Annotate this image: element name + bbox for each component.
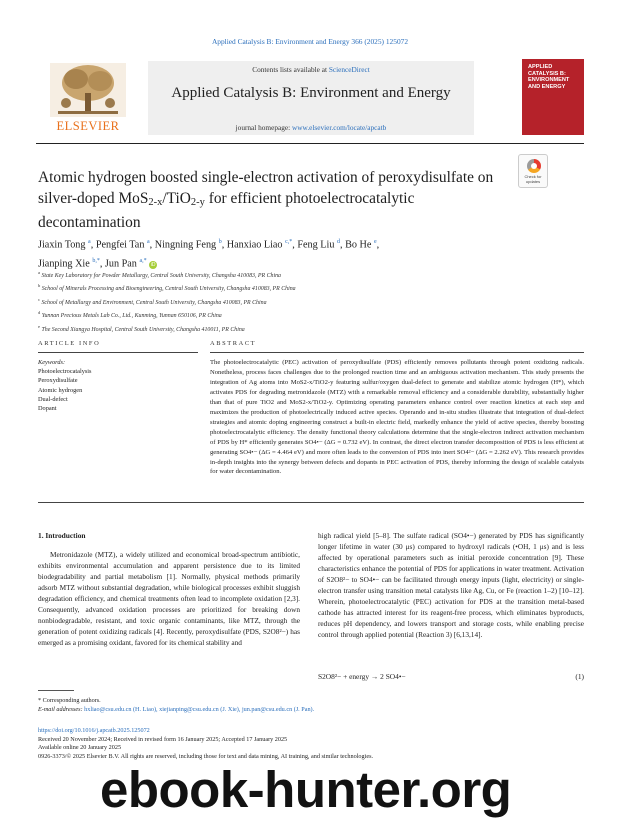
check-updates-icon	[527, 159, 541, 173]
author-affil-link[interactable]: a	[146, 239, 150, 245]
homepage-link[interactable]: www.elsevier.com/locate/apcatb	[291, 123, 387, 132]
keyword: Atomic hydrogen	[38, 386, 83, 394]
equation-number: (1)	[575, 672, 584, 681]
affiliation-marker: b	[38, 283, 41, 289]
cover-line: APPLIED	[528, 64, 553, 70]
affiliation-item	[38, 281, 578, 294]
title-text: for efficient photoelectrocatalytic decontamination	[38, 189, 415, 231]
article-info-heading: ARTICLE INFO	[38, 340, 101, 347]
affiliation-marker: c	[38, 296, 40, 302]
keyword: Photoelectrocatalysis	[38, 368, 92, 376]
contents-line	[148, 65, 474, 74]
corresponding-note: * Corresponding authors.	[38, 697, 101, 704]
keyword: Peroxydisulfate	[38, 377, 78, 385]
introduction-left-column: Metronidazole (MTZ), a widely utilized and economical broad-spectrum antibiotic, exhibits environmental accumulation and apparent persistence due to its limited biodegradability and partial metabolism [1]. Normally, physical methods primarily adsorb MTZ without substantial degradation, while biological processes exhibit sluggish degradation efficiency, and chemical treatments often lead to incomplete oxidation [2,3]. Consequently, advanced oxidation processes are prioritized for breaking down nonbiodegradable, resistant, and toxic organic contaminants, like MTZ, through the generation of potent oxidizing radicals [4]. Recently, peroxydisulfate (PDS, S2O8²−) has emerged as a promising oxidant, favored for its chemical stability and	[38, 550, 300, 648]
cover-line: ENVIRONMENT	[528, 77, 570, 83]
title-text: Atomic hydrogen boosted single-electron activation of peroxydisulfate on silver-doped MoS	[38, 169, 494, 207]
author-affil-link[interactable]: a	[88, 239, 91, 245]
author-affil-link[interactable]: b	[218, 239, 222, 245]
title-subscript: 2-x	[148, 196, 163, 208]
email-label: E-mail addresses:	[38, 706, 85, 714]
author-name[interactable]: Jun Pan	[104, 258, 137, 270]
author-name[interactable]: Pengfei Tan	[95, 239, 145, 251]
author-affil-link[interactable]: e	[373, 239, 377, 245]
check-updates-line: Check for	[524, 174, 542, 179]
received-dates: Received 20 November 2024; Received in revised form 16 January 2025; Accepted 17 January 2025	[38, 735, 288, 743]
affiliation-marker: a	[38, 270, 40, 275]
article-meta	[38, 727, 584, 762]
contents-prefix: Contents lists available at	[252, 65, 329, 74]
journal-banner	[148, 61, 474, 135]
author-name[interactable]: Jiaxin Tong	[38, 239, 86, 251]
equation-1	[318, 672, 584, 681]
journal-citation-link[interactable]: Applied Catalysis B: Environment and Energy 366 (2025) 125072	[211, 37, 409, 46]
orcid-icon[interactable]: iD	[150, 261, 156, 268]
elsevier-tree-icon	[36, 59, 140, 119]
affiliation-text: School of Metallurgy and Environment, Central South University, Changsha 410083, PR China	[41, 299, 267, 306]
footnote-divider	[38, 690, 74, 691]
cover-text	[528, 64, 580, 90]
equation-text: S2O8²− + energy → 2 SO4•−	[318, 672, 406, 681]
elsevier-logo[interactable]	[36, 59, 140, 135]
keywords-block	[38, 358, 198, 413]
affiliation-text: School of Minerals Processing and Bioengineering, Central South University, Changsha 410083, PR China	[41, 286, 296, 293]
cover-line: AND ENERGY	[528, 83, 566, 90]
keywords-label: Keywords:	[38, 359, 66, 366]
journal-cover-image[interactable]	[522, 59, 584, 135]
article-title	[38, 168, 508, 234]
author-name[interactable]: Hanxiao Liao	[226, 239, 283, 251]
affiliation-marker: d	[38, 310, 41, 316]
doi-link[interactable]: https://doi.org/10.1016/j.apcatb.2025.125072	[38, 727, 150, 734]
affiliations	[38, 268, 578, 335]
keyword: Dual-defect	[38, 395, 68, 403]
introduction-heading: 1. Introduction	[38, 531, 86, 540]
abstract-bottom-divider	[38, 502, 584, 503]
author-affil-link[interactable]: b,*	[92, 258, 100, 265]
author-name[interactable]: Bo He	[345, 239, 372, 251]
author-affil-link[interactable]: c,*	[285, 239, 293, 245]
author-list: Jiaxin Tong $^a$, Pengfei Tan $^a$, Ningning Feng $^b$, Hanxiao Liao $^{c,*}$, Feng Liu $^d$, Bo He $^e$, Jianping Xie $^{b,*}$, Jun Pan $^{a,*}$ iD	[38, 239, 380, 270]
introduction-right-column: high radical yield [5–8]. The sulfate radical (SO4•−) generated by PDS has significantly longer lifetime in water (30 μs) compared to hydroxyl radicals (•OH, 1 μs) and is less affected by operational parameters such as initial peroxide concentration [9]. These characteristics enhance the potential of PDS for applications in water treatment. Activation of S2O8²− to SO4•− can be facilitated through energy inputs (light, electricity) or single-electron transfer using transition metal catalysts like Ag, Cu, or Fe (reaction 1–2) [10–12]. Wherein, photoelectrocatalytic (PEC) activation for PDS at the transition metal-based cathode has attracted interest for its reagent-free process, which eliminates byproducts, reduces pH dependency, and lowers transport and storage costs, while enabling precise control through applied potential (Reaction 3) [6,13,14].	[318, 531, 584, 640]
sciencedirect-link[interactable]: ScienceDirect	[328, 65, 370, 74]
check-updates-line: updates	[525, 178, 541, 184]
affiliation-item	[38, 322, 578, 335]
journal-title: Applied Catalysis B: Environment and Energy	[171, 85, 451, 101]
abstract-heading: ABSTRACT	[210, 340, 257, 347]
elsevier-wordmark: ELSEVIER	[56, 119, 120, 133]
affiliation-text: State Key Laboratory for Powder Metallurgy, Central South University, Changsha 410083, PR China	[41, 272, 281, 279]
email-line	[38, 705, 578, 714]
author-name[interactable]: Feng Liu	[297, 239, 335, 251]
check-updates-label	[519, 175, 547, 184]
affiliation-item	[38, 295, 578, 308]
keyword: Dopant	[38, 405, 57, 413]
title-text: /TiO	[162, 189, 191, 207]
affiliation-text: Yunnan Precious Metals Lab Co., Ltd., Kunming, Yunnan 650106, PR China	[41, 313, 222, 320]
author-affil-link[interactable]: a,*	[139, 258, 147, 265]
abstract-text: The photoelectrocatalytic (PEC) activation of peroxydisulfate (PDS) efficiently removes pollutants through potent oxidizing radicals. Nonetheless, process faces challenges due to the prolonged reaction time and an ambiguous activation mechanism. This study presents the integration of Ag atoms into MoS2-x/TiO2-y featuring sulfur/oxygen dual-defect to generate and stabilize atomic hydrogen (H*), which activates PDS for degrading metronidazole (MTZ) with a remarkable removal efficiency and a considerable durability, substantially higher than that of pure TiO2 and MoS2-x/TiO2-y. Optimizing operating parameters enhance control over reaction kinetics at each step and maximizes the production of photoelectrically induced active species. Operando and in-situ studies illustrate that integration of dual-defect strategies and atomic doping engineering construct a built-in electric field, markedly enhance the yield of active species, thereby boosting photoelectrocatalytic efficiency. The density functional theory calculations determine that the single-electron indirect activation mechanism of PDS by H* efficiently generates SO4•− (ΔG = 0.732 eV). In contrast, the direct electron transfer decomposition of PDS is less efficient at generating SO4•− (ΔG = 4.464 eV) and more often leads to the conversion of PDS into inert SO4²− (ΔG = 2.262 eV). This research provides in-depth insights into the synergy between defects and dopants in PEC activation of PDS, thereby informing the design of scalable catalysts for water decontamination.	[210, 359, 584, 476]
email-links[interactable]: hxliao@csu.edu.cn (H. Liao), xiejianping@csu.edu.cn (J. Xie), jun.pan@csu.edu.cn (J. Pan).	[84, 706, 315, 714]
homepage-line	[148, 123, 474, 132]
cover-line: CATALYSIS B:	[528, 70, 566, 77]
abstract-divider	[210, 352, 584, 353]
check-for-updates-button[interactable]	[518, 154, 548, 188]
author-affil-link[interactable]: d	[336, 239, 340, 245]
header-divider	[36, 143, 584, 144]
online-date: Available online 20 January 2025	[38, 744, 122, 752]
copyright-line: 0926-3373/© 2025 Elsevier B.V. All rights are reserved, including those for text and data mining, AI training, and similar technologies.	[38, 753, 374, 761]
watermark-text: ebook-hunter.org	[100, 761, 512, 818]
affiliation-item	[38, 268, 578, 281]
affiliation-text: The Second Xiangya Hospital, Central South University, Changsha 410011, PR China	[41, 326, 245, 333]
title-subscript: 2-y	[190, 196, 205, 208]
article-info-divider	[38, 352, 198, 353]
footnote	[38, 696, 578, 714]
author-name[interactable]: Jianping Xie	[38, 258, 90, 270]
affiliation-marker: e	[38, 323, 40, 329]
journal-header	[36, 57, 584, 139]
homepage-prefix: journal homepage:	[235, 123, 292, 132]
affiliation-item	[38, 308, 578, 321]
author-name[interactable]: Ningning Feng	[154, 239, 217, 251]
